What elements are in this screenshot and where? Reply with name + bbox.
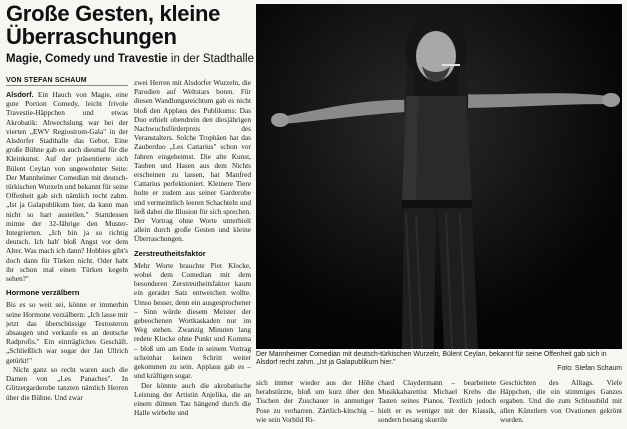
subheading: Hormone verzälbern — [6, 288, 80, 298]
photo-credit: Foto: Stefan Schaum — [557, 364, 622, 372]
article-headline: Große Gesten, kleine Überraschungen — [6, 1, 221, 49]
dateline: Alsdorf. — [6, 90, 34, 99]
byline: VON STEFAN SCHAUM — [6, 77, 128, 86]
paragraph: Nicht ganz so recht waren auch die Damen von „Les Panaches". In Glitzergarderobe tanzten nämlich Herren über die Bühne. Und zwar — [6, 364, 128, 402]
performer-photo — [256, 4, 622, 349]
article-column-2 — [134, 78, 251, 426]
paragraph: sich immer wieder aus der Höhe herabstürzte, bloß um kurz über den Tischen der Zuschauer in anmutiger Pose zu verharren. Zärtlich-kitschig – wie sein Vorbild Ri- — [256, 378, 374, 424]
photo-caption — [256, 351, 622, 373]
paragraph-text: Ein Hauch von Magie, eine gute Portion Comedy, leicht frivole Travestie-Häppchen und etwas Akrobatik: Abwechslung war bei der vierten „EWV Regiostrom-Gala" in der Alsdorfer Stadthalle das Gebot. Eine große Bühne gab es auch diesmal für die Kleinkunst. Auf der präsentierte sich Bülent Ceylan von ungewohnter Seite: Der Mannheimer Comedian mit deutsch-türkischen Wurzeln und bekannt für seine Offenheit gab sich nämlich recht zahm. „Ist ja Galapublikum hier, da kann man nicht so hart austeilen." Stattdessen mimte der 32-Jährige den Muster-Integrierten. „Ich bin ja so richtig deutsch. Ich hab' bloß Angst vor dem Alter. Was mach ich dann? Hobbies gibt's doch dann für Türken nicht. Oder habt ihr schon mal einen Türken kegeln sehen?" — [6, 90, 128, 284]
subhead-rest: in der Stadthalle — [167, 53, 254, 65]
paragraph: zwei Herren mit Alsdorfer Wurzeln, die Parodien auf Weltstars boten. Für diesen Wandlungsreichtum gab es nicht bloß den Applaus des Publikums: Das Duo erhielt obendrein den diesjährigen Nachwuchsförderpreis des Veranstalters. Solche Trophäen hat das Zauberduo „Les Cattarius" schon vor Jahren eingeheimst. Die alte Kunst, Tauben und Hasen aus dem Nichts erscheinen zu lassen, hat Manfred Cattarius perfektioniert. Kleinere Tiere holte er zudem aus seiner Garderobe und vermeintlich leeren Schachteln und ließ dabei die Illusion für sich sprechen. Der Vortrag ohne Worte unterhielt allein durch große Gesten und kleine Überraschungen. — [134, 78, 251, 244]
article-column-3 — [256, 378, 374, 428]
caption-text: Der Mannheimer Comedian mit deutsch-türkischen Wurzeln, Bülent Ceylan, bekannt für seine Offenheit gab sich in Alsdorf recht zahm. „Ist ja Galapublikum hier." — [256, 351, 607, 367]
subhead-strong: Magie, Comedy und Travestie — [6, 53, 168, 65]
subheading: Zerstreutheitsfaktor — [134, 248, 206, 258]
performer-photo-illustration — [256, 4, 622, 349]
paragraph: Bis es so weit sei, könne er immerhin seine Hormone verzälbern: „Ich lasse mir jetzt das überschüssige Testosteron absaugen und verkaufe es an deutsche Radprofis." Ein einträgliches Geschäft. „Schließlich war sogar der Jan Ullrich getürkt!" — [6, 300, 128, 365]
paragraph: Geschichten des Alltags. Viele Häppchen, die ein stimmiges Ganzes ergaben. Und die zum Schlussbild mit allen Künstlern von Ovationen gekrönt wurden. — [500, 378, 622, 424]
paragraph — [6, 90, 128, 283]
article-subhead — [6, 52, 256, 66]
paragraph: chard Claydermann – bearbeitete Musikkabarettist Michael Krebs die Tasten seines Pianos. Textlich jedoch hielt er es weniger mit der Klassik, sondern besang skurrile — [378, 378, 496, 424]
article-column-1 — [6, 90, 128, 426]
article-column-5 — [500, 378, 622, 428]
paragraph: Mehr Worte brauchte Piet Klocke, wobei dem Comedian mit dem besonderen Zerstreutheitsfaktor kaum ein gerader Satz entweichen wollte. Umso besser, denn ein ausgesprochener – Sinn würde diesem Meister der gebeochenen Wortkaskaden nur im Weg stehen. Zwanzig Minuten lang redete Klocke ohne Punkt und Komma – bloß um am Ende in seinem Vortrag scheinbar keinen Schritt weiter gekommen zu sein. Applaus gab es – und kräftigen sogar. — [134, 260, 251, 381]
paragraph: Der könnte auch die akrobatische Leistung der Artistin Anjelika, die an einem dünnen Tau hängend durch die Halle wirbelte und — [134, 380, 251, 418]
article-column-4 — [378, 378, 496, 428]
